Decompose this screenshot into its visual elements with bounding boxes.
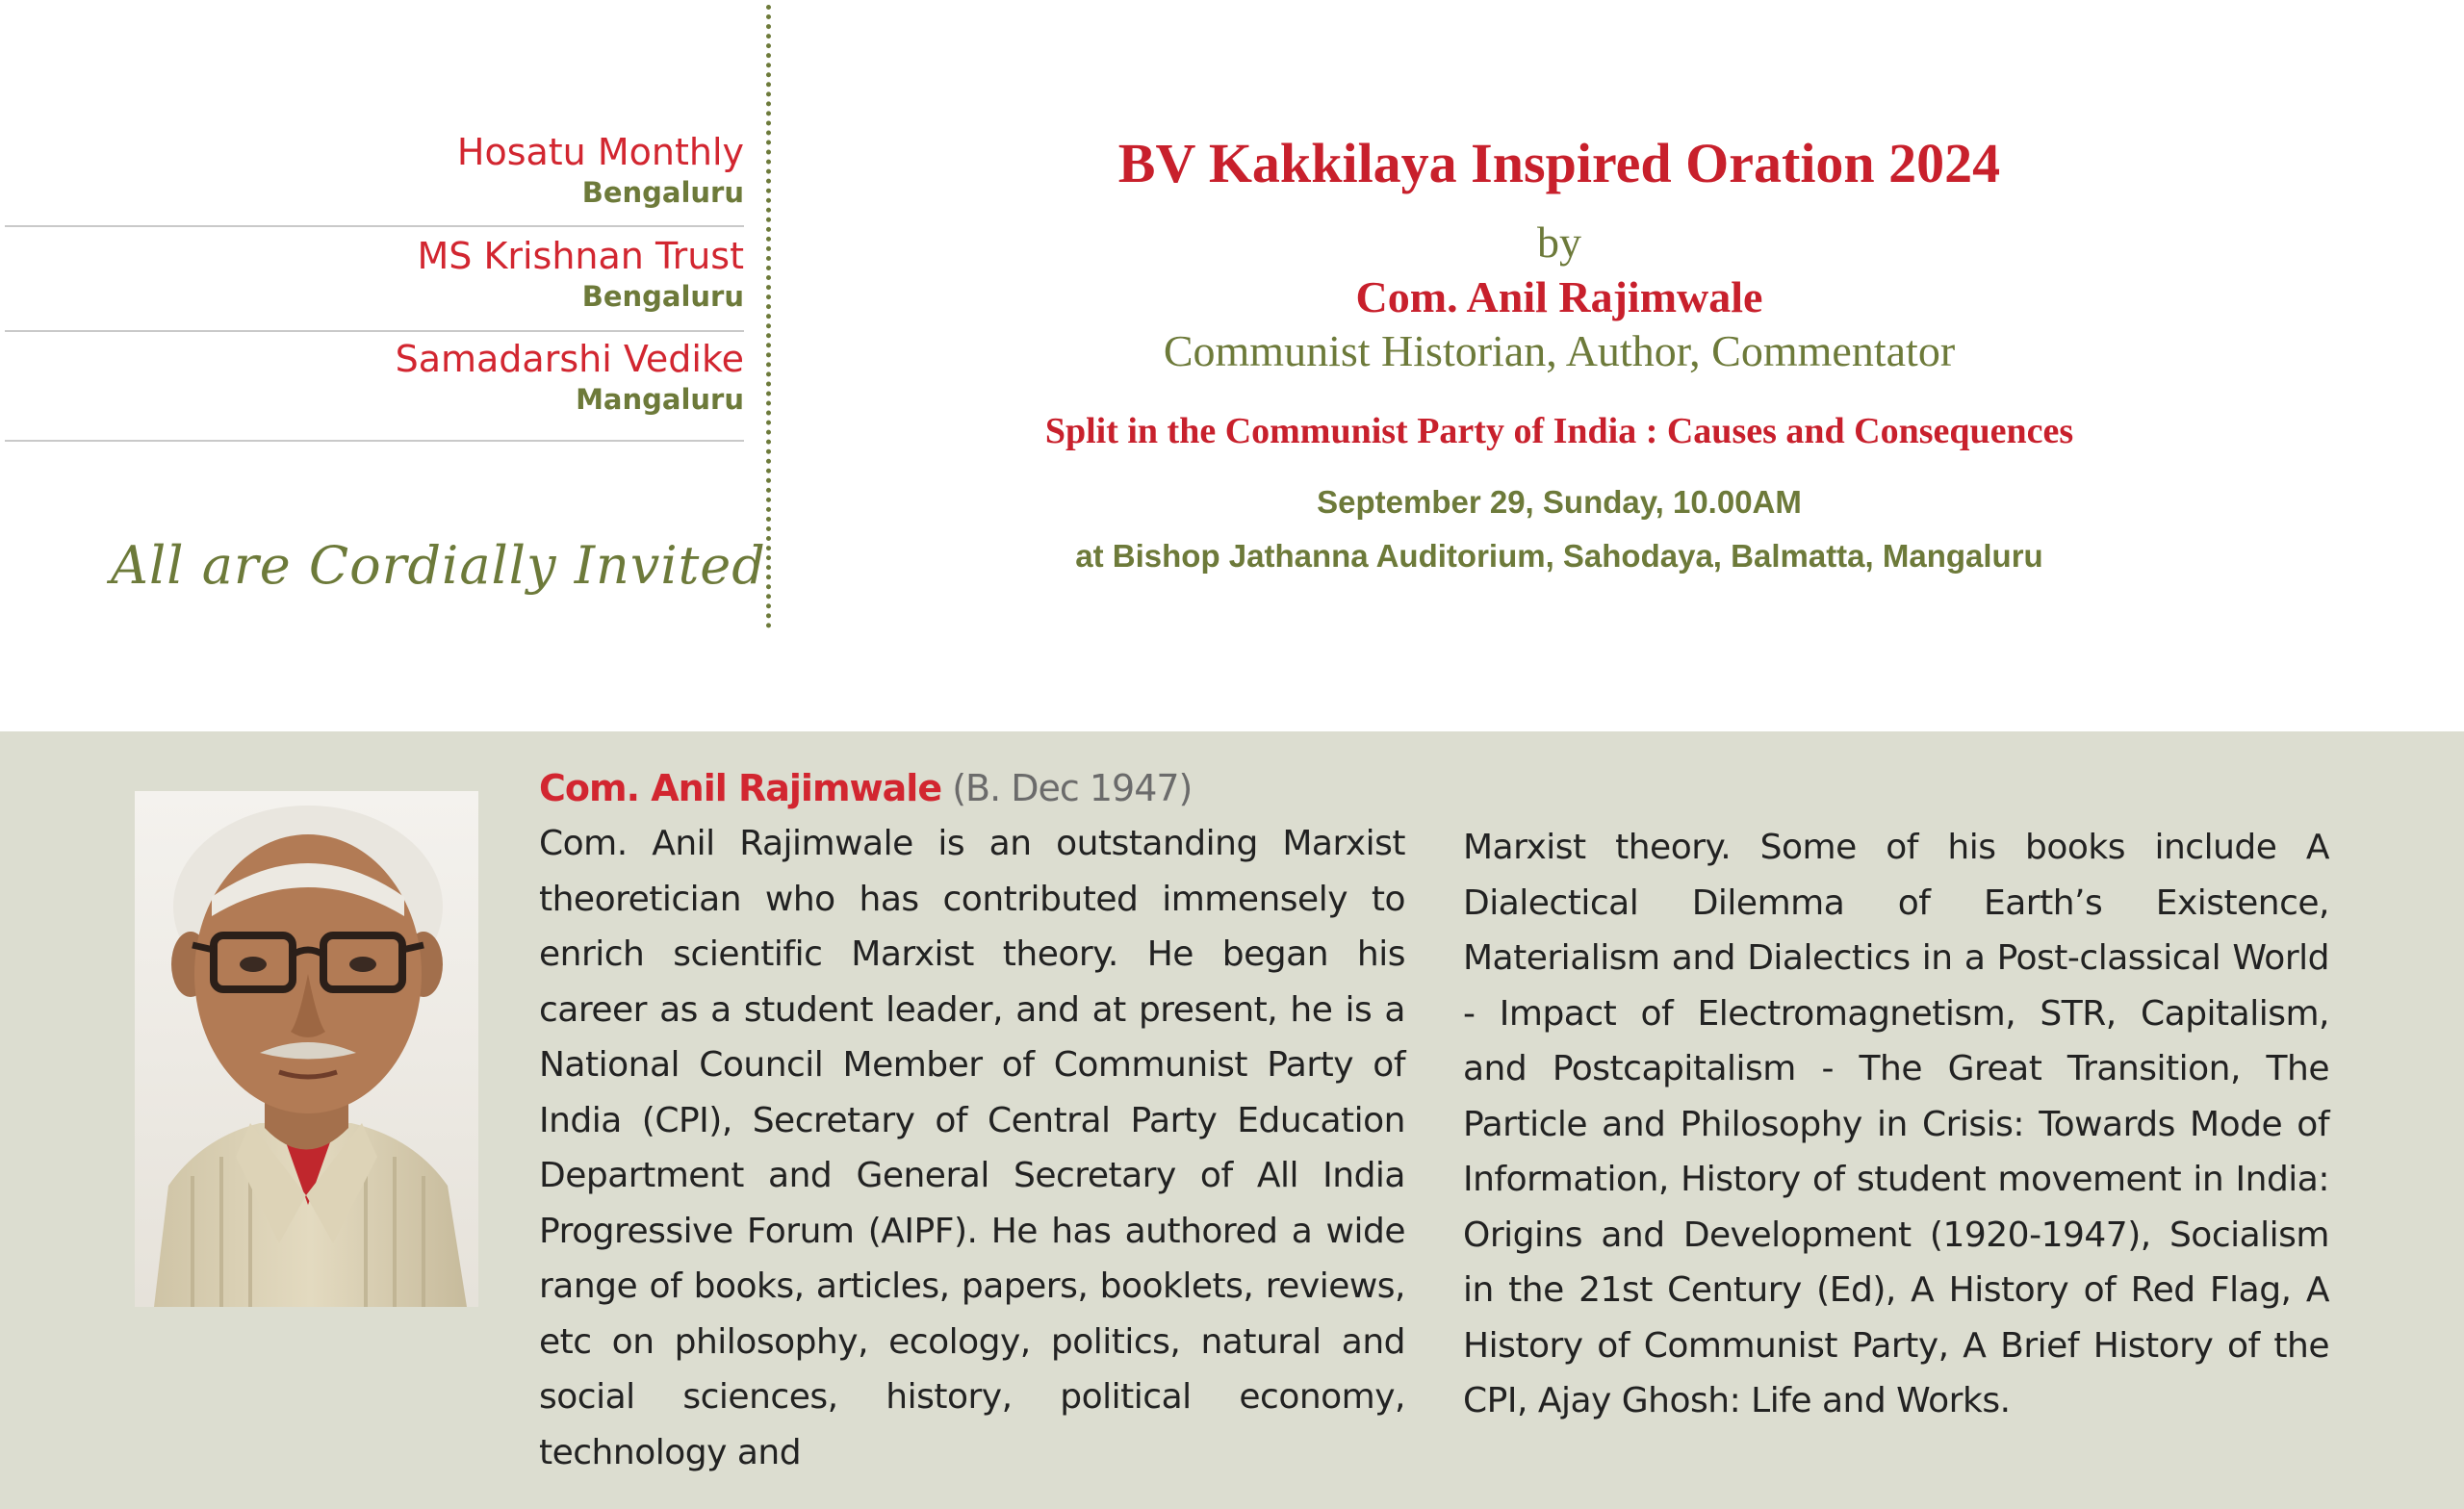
- event-topic: Split in the Communist Party of India : Causes and Consequences: [1044, 411, 2074, 451]
- event-by: by: [1537, 217, 1581, 267]
- organizer-name: Samadarshi Vedike: [395, 338, 744, 380]
- divider: [5, 440, 744, 442]
- organizer-name: MS Krishnan Trust: [417, 235, 744, 277]
- organizer-name: Hosatu Monthly: [456, 131, 744, 173]
- divider: [5, 330, 744, 332]
- organizer-hosatu: [5, 128, 744, 209]
- invitation-text: All are Cordially Invited: [111, 535, 766, 596]
- organizer-city: Bengaluru: [581, 176, 744, 209]
- organizer-samadarshi: [5, 335, 744, 416]
- organizer-city: Bengaluru: [581, 280, 744, 313]
- event-venue: at Bishop Jathanna Auditorium, Sahodaya, Balmatta, Mangaluru: [1075, 538, 2043, 574]
- bio-column-2: Marxist theory. Some of his books include A Dialectical Dilemma of Earth’s Existence, Materialism and Dialectics in a Post-classical World - Impact of Electromagnetism, STR, Capitalism, and Postcapitalism - The Great Transition, The Particle and Philosophy in Crisis: Towards Mode of Information, History of student movement in India: Origins and Development (1920-1947), Socialism in the 21st Century (Ed), A History of Red Flag, A History of Communist Party, A Brief History of the CPI, Ajay Ghosh: Life and Works.: [1463, 828, 2329, 1420]
- bio-column-1: Com. Anil Rajimwale is an outstanding Marxist theoretician who has contributed immensely to enrich scientific Marxist theory. He began his career as a student leader, and at present, he is a National Council Member of Communist Party of India (CPI), Secretary of Central Party Education Department and General Secretary of All India Progressive Forum (AIPF). He has authored a wide range of books, articles, papers, booklets, reviews, etc on philosophy, ecology, politics, natural and social sciences, history, political economy, technology and: [539, 824, 1405, 1472]
- divider: [5, 225, 744, 227]
- portrait-image: [135, 791, 478, 1307]
- event-date: September 29, Sunday, 10.00AM: [1317, 484, 1802, 520]
- speaker-role: Communist Historian, Author, Commentator: [1163, 326, 1956, 375]
- organizer-ms-krishnan: [5, 232, 744, 313]
- bio-birth: (B. Dec 1947): [952, 767, 1193, 809]
- speaker-portrait: [135, 791, 478, 1307]
- bio-name: Com. Anil Rajimwale: [539, 767, 942, 809]
- dotted-separator: [766, 5, 771, 628]
- organizer-city: Mangaluru: [576, 383, 744, 416]
- bio-heading: [539, 760, 1192, 816]
- event-title: BV Kakkilaya Inspired Oration 2024: [1117, 132, 2001, 194]
- event-speaker: Com. Anil Rajimwale: [1355, 272, 1763, 321]
